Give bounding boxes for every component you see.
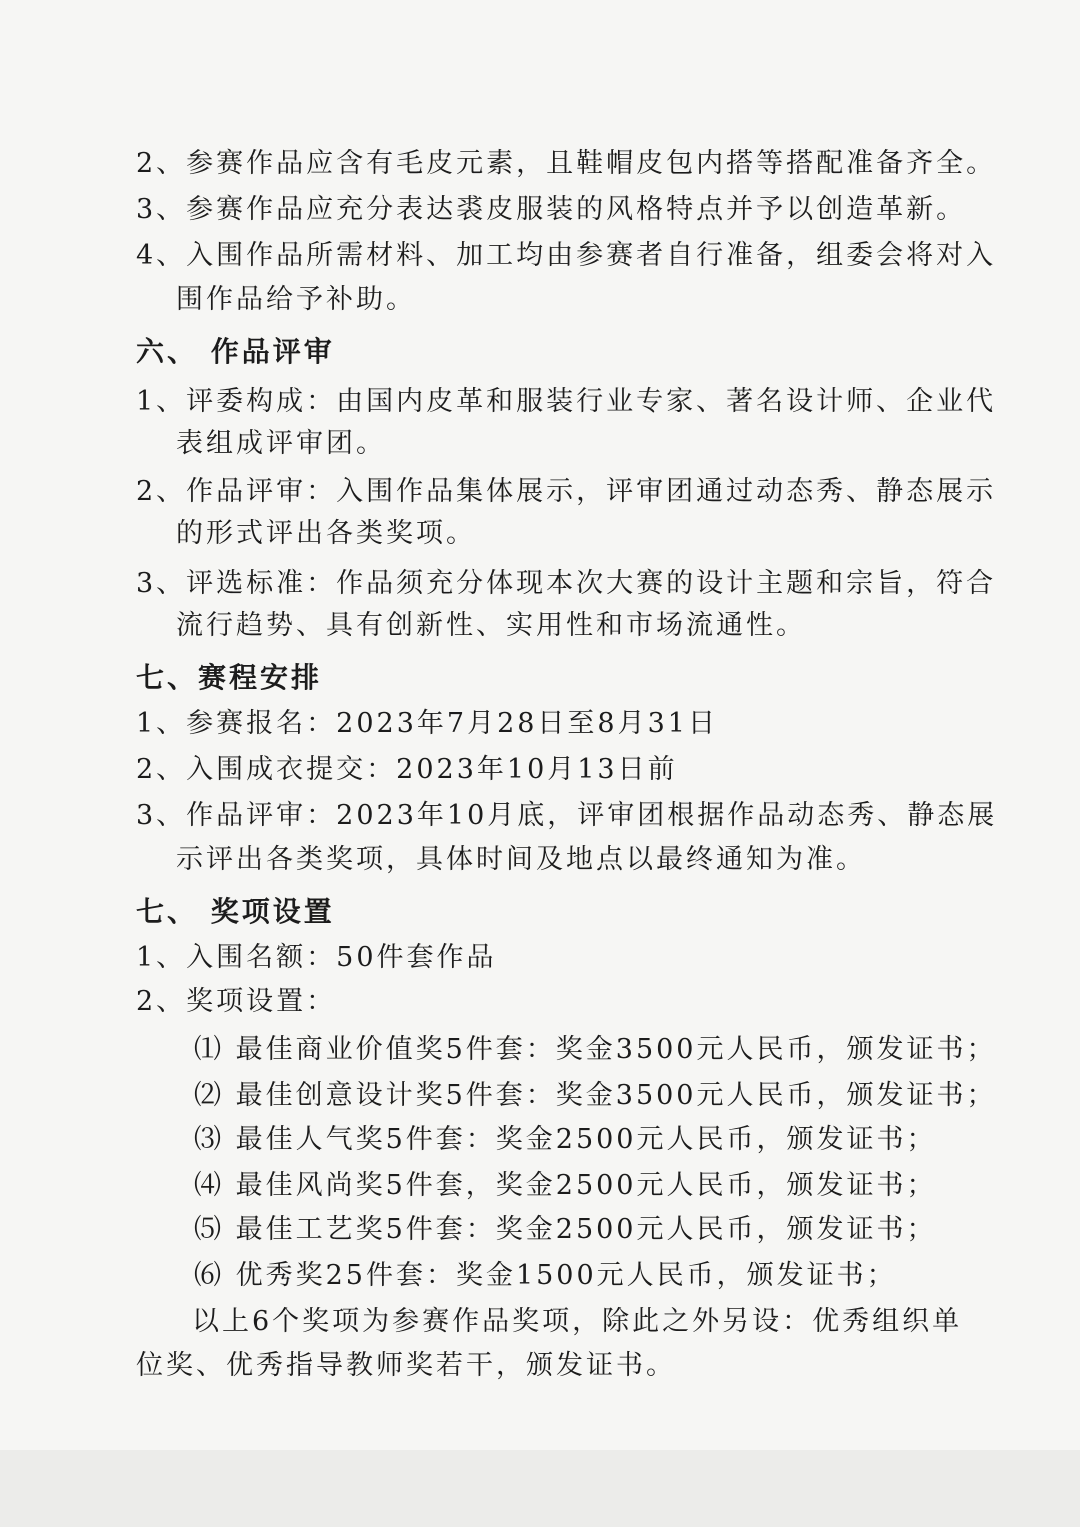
paragraph-line: 4、入围作品所需材料、加工均由参赛者自行准备，组委会将对入 xyxy=(136,240,997,271)
section-heading: 六、 作品评审 xyxy=(136,335,335,368)
scan-edge-shadow xyxy=(0,1450,1080,1527)
paragraph-line: 的形式评出各类奖项。 xyxy=(176,518,476,549)
award-item: ⑴ 最佳商业价值奖5件套：奖金3500元人民币，颁发证书； xyxy=(194,1034,997,1065)
section-heading: 七、赛程安排 xyxy=(136,661,323,694)
paragraph-line: 流行趋势、具有创新性、实用性和市场流通性。 xyxy=(176,610,806,641)
section-heading: 七、 奖项设置 xyxy=(136,895,335,928)
paragraph-line: 示评出各类奖项，具体时间及地点以最终通知为准。 xyxy=(176,844,866,875)
paragraph-line: 1、评委构成：由国内皮革和服装行业专家、著名设计师、企业代 xyxy=(136,386,997,417)
paragraph-line: 2、作品评审：入围作品集体展示，评审团通过动态秀、静态展示 xyxy=(136,476,997,507)
award-item: ⑷ 最佳风尚奖5件套，奖金2500元人民币，颁发证书； xyxy=(194,1170,937,1201)
paragraph-line: 围作品给予补助。 xyxy=(176,284,416,315)
paragraph-line: 1、入围名额：50件套作品 xyxy=(136,942,497,973)
paragraph-line: 表组成评审团。 xyxy=(176,428,386,459)
paragraph-line: 3、作品评审：2023年10月底，评审团根据作品动态秀、静态展 xyxy=(136,800,998,831)
award-item: ⑹ 优秀奖25件套：奖金1500元人民币，颁发证书； xyxy=(194,1260,897,1291)
award-item: ⑶ 最佳人气奖5件套：奖金2500元人民币，颁发证书； xyxy=(194,1124,937,1155)
paragraph-line: 3、评选标准：作品须充分体现本次大赛的设计主题和宗旨，符合 xyxy=(136,568,997,599)
paragraph-line: 2、参赛作品应含有毛皮元素，且鞋帽皮包内搭等搭配准备齐全。 xyxy=(136,148,997,179)
paragraph-line: 2、入围成衣提交：2023年10月13日前 xyxy=(136,754,678,785)
award-item: ⑵ 最佳创意设计奖5件套：奖金3500元人民币，颁发证书； xyxy=(194,1080,997,1111)
paragraph-line: 以上6个奖项为参赛作品奖项，除此之外另设：优秀组织单 xyxy=(192,1306,963,1337)
award-item: ⑸ 最佳工艺奖5件套：奖金2500元人民币，颁发证书； xyxy=(194,1214,937,1245)
paragraph-line: 3、参赛作品应充分表达裘皮服装的风格特点并予以创造革新。 xyxy=(136,194,967,225)
paragraph-line: 1、参赛报名：2023年7月28日至8月31日 xyxy=(136,708,718,739)
paragraph-line: 2、奖项设置： xyxy=(136,986,337,1017)
paragraph-line: 位奖、优秀指导教师奖若干，颁发证书。 xyxy=(136,1350,676,1381)
